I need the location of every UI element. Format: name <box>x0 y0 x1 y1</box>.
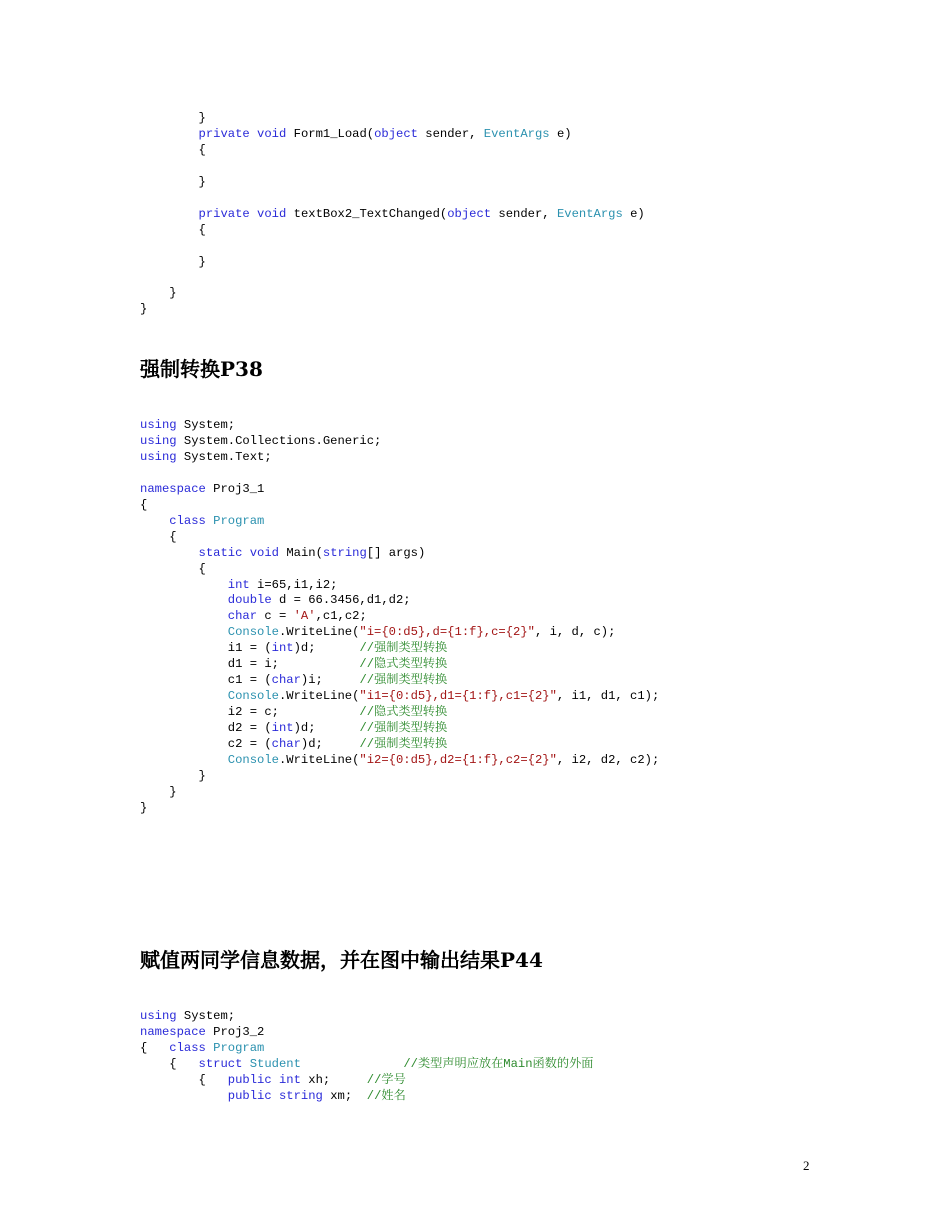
code-text: { <box>140 142 206 157</box>
code-text <box>140 689 228 703</box>
code-type: EventArgs <box>483 126 550 141</box>
code-text: i2 = c; <box>140 705 360 720</box>
code-text: sender, <box>491 206 557 221</box>
code-line <box>140 753 659 769</box>
code-text: textBox2_TextChanged( <box>286 206 448 221</box>
code-text: } <box>140 254 206 269</box>
code-string: "i1={0:d5},d1={1:f},c1={2}" <box>359 689 557 704</box>
code-text: )d; <box>293 721 360 736</box>
code-text: [] args) <box>366 545 426 560</box>
code-keyword: class <box>169 1040 206 1055</box>
code-line <box>140 286 645 302</box>
code-line <box>140 801 659 817</box>
code-keyword: char <box>271 673 301 688</box>
code-block-proj3-1 <box>140 418 659 817</box>
code-type: Console <box>227 689 279 704</box>
code-comment: //学号 <box>366 1072 406 1087</box>
code-keyword: static <box>198 545 243 560</box>
code-text: xh; <box>300 1072 367 1087</box>
code-line <box>140 271 645 287</box>
code-keyword: string <box>322 545 367 560</box>
code-string: "i2={0:d5},d2={1:f},c2={2}" <box>359 753 557 768</box>
code-text: c2 = ( <box>140 737 272 752</box>
code-type: EventArgs <box>556 206 623 221</box>
code-line <box>140 1041 593 1057</box>
code-keyword: int <box>271 641 294 656</box>
code-text: c1 = ( <box>140 673 272 688</box>
code-text: } <box>140 286 177 301</box>
code-line <box>140 721 659 737</box>
code-comment: //强制类型转换 <box>359 641 448 656</box>
code-text: )i; <box>300 673 360 688</box>
code-line <box>140 641 659 657</box>
code-text <box>140 546 199 560</box>
code-text: , i, d, c); <box>534 625 616 640</box>
code-text: Main( <box>279 545 323 560</box>
code-line <box>140 625 659 641</box>
code-line <box>140 1073 593 1089</box>
code-line <box>140 498 659 514</box>
code-text: i1 = ( <box>140 641 272 656</box>
section-heading-struct: 赋值两同学信息数据，并在图中输出结果P44 <box>140 948 543 972</box>
code-line <box>140 785 659 801</box>
code-comment: //强制类型转换 <box>359 673 448 688</box>
code-type: Student <box>249 1056 301 1071</box>
code-keyword: void <box>257 126 287 141</box>
code-line <box>140 546 659 562</box>
code-string: "i={0:d5},d={1:f},c={2}" <box>359 625 535 640</box>
code-line <box>140 111 645 127</box>
code-text <box>250 127 257 141</box>
code-text: e) <box>549 126 572 141</box>
code-line <box>140 223 645 239</box>
code-text: System.Text; <box>176 449 272 464</box>
code-keyword: namespace <box>140 1024 206 1039</box>
code-line <box>140 530 659 546</box>
code-keyword: object <box>447 206 492 221</box>
code-text <box>140 1089 228 1103</box>
code-text <box>272 1089 279 1103</box>
code-text <box>140 207 199 221</box>
code-line <box>140 1057 593 1073</box>
code-line <box>140 450 659 466</box>
code-keyword: public <box>227 1088 272 1103</box>
code-keyword: void <box>257 206 287 221</box>
code-line <box>140 239 645 255</box>
code-block-proj3-2 <box>140 1009 593 1105</box>
code-text: System; <box>176 1009 236 1023</box>
code-line <box>140 159 645 175</box>
code-type: Console <box>227 625 279 640</box>
code-line <box>140 207 645 223</box>
code-keyword: void <box>249 545 279 560</box>
code-text: } <box>140 784 177 799</box>
code-text: xm; <box>322 1088 367 1103</box>
code-text: d1 = i; <box>140 657 360 672</box>
code-keyword: using <box>140 418 177 432</box>
code-text: )d; <box>293 641 360 656</box>
code-line <box>140 418 659 434</box>
code-line <box>140 191 645 207</box>
code-line <box>140 689 659 705</box>
code-line <box>140 578 659 594</box>
code-comment: //强制类型转换 <box>359 721 448 736</box>
code-keyword: int <box>278 1072 301 1087</box>
code-text: { <box>140 561 206 576</box>
code-text <box>272 1073 279 1087</box>
code-text <box>301 1057 403 1071</box>
code-line <box>140 1025 593 1041</box>
code-type: Console <box>227 753 279 768</box>
code-text <box>140 578 228 592</box>
code-text: Proj3_2 <box>205 1024 265 1039</box>
code-keyword: private <box>198 126 250 141</box>
code-text: c = <box>257 609 294 624</box>
code-text <box>140 609 228 623</box>
code-text: { <box>140 1072 228 1087</box>
code-text: Form1_Load( <box>286 126 375 141</box>
code-comment: //隐式类型转换 <box>359 657 448 672</box>
code-text: { <box>140 222 206 237</box>
code-text: , i1, d1, c1); <box>556 689 660 704</box>
code-keyword: char <box>227 609 258 624</box>
code-text: Proj3_1 <box>205 481 265 496</box>
code-text <box>140 127 199 141</box>
code-keyword: using <box>140 449 177 464</box>
code-text: .WriteLine( <box>278 625 360 640</box>
code-line <box>140 657 659 673</box>
code-line <box>140 1089 593 1105</box>
code-keyword: object <box>374 126 418 141</box>
code-string: 'A' <box>293 609 316 624</box>
code-comment: //隐式类型转换 <box>359 705 448 720</box>
code-line <box>140 143 645 159</box>
code-keyword: string <box>278 1088 323 1103</box>
code-keyword: struct <box>198 1056 243 1071</box>
code-text: System; <box>176 418 236 432</box>
code-keyword: char <box>271 737 301 752</box>
code-text: ,c1,c2; <box>315 609 367 624</box>
code-text: } <box>140 768 206 783</box>
code-text <box>250 207 257 221</box>
code-keyword: int <box>271 721 294 736</box>
code-keyword: int <box>227 577 250 592</box>
code-line <box>140 769 659 785</box>
code-text <box>242 546 249 560</box>
code-line <box>140 255 645 271</box>
code-text: e) <box>622 206 645 221</box>
code-text: } <box>140 800 148 815</box>
code-comment: //强制类型转换 <box>359 737 448 752</box>
code-text: sender, <box>417 126 484 141</box>
code-line <box>140 466 659 482</box>
code-text: i=65,i1,i2; <box>249 577 338 592</box>
code-line <box>140 562 659 578</box>
code-text <box>140 593 228 607</box>
code-line <box>140 1009 593 1025</box>
code-text: } <box>140 111 206 125</box>
code-keyword: namespace <box>140 481 206 496</box>
code-line <box>140 175 645 191</box>
code-text: d2 = ( <box>140 721 272 736</box>
code-type: Program <box>213 1040 265 1055</box>
code-keyword: class <box>169 513 206 528</box>
code-text: } <box>140 302 148 317</box>
code-keyword: public <box>227 1072 272 1087</box>
code-line <box>140 673 659 689</box>
code-text <box>140 625 228 639</box>
code-text <box>140 514 169 528</box>
code-text: )d; <box>300 737 360 752</box>
code-text: { <box>140 529 177 544</box>
code-text: { <box>140 1040 170 1055</box>
code-line <box>140 609 659 625</box>
code-text <box>242 1057 249 1071</box>
code-line <box>140 593 659 609</box>
code-line <box>140 127 645 143</box>
code-comment: //姓名 <box>366 1088 406 1103</box>
code-text: { <box>140 497 148 512</box>
code-line <box>140 482 659 498</box>
code-keyword: double <box>227 593 272 608</box>
code-text: d = 66.3456,d1,d2; <box>271 593 411 608</box>
code-text: .WriteLine( <box>278 753 360 768</box>
code-keyword: using <box>140 1009 177 1023</box>
code-text: .WriteLine( <box>278 689 360 704</box>
code-keyword: using <box>140 433 177 448</box>
code-text: System.Collections.Generic; <box>176 433 382 448</box>
code-text: { <box>140 1056 199 1071</box>
section-heading-cast: 强制转换P38 <box>140 357 263 381</box>
code-text <box>140 753 228 767</box>
code-comment: //类型声明应放在Main函数的外面 <box>403 1056 594 1071</box>
code-keyword: private <box>198 206 250 221</box>
code-line <box>140 737 659 753</box>
page-number: 2 <box>803 1158 810 1173</box>
code-line <box>140 705 659 721</box>
code-text: , i2, d2, c2); <box>556 753 660 768</box>
code-type: Program <box>213 513 265 528</box>
code-text: } <box>140 174 206 189</box>
code-line <box>140 302 645 318</box>
code-line <box>140 434 659 450</box>
code-line <box>140 514 659 530</box>
code-block-form-events <box>140 111 645 318</box>
